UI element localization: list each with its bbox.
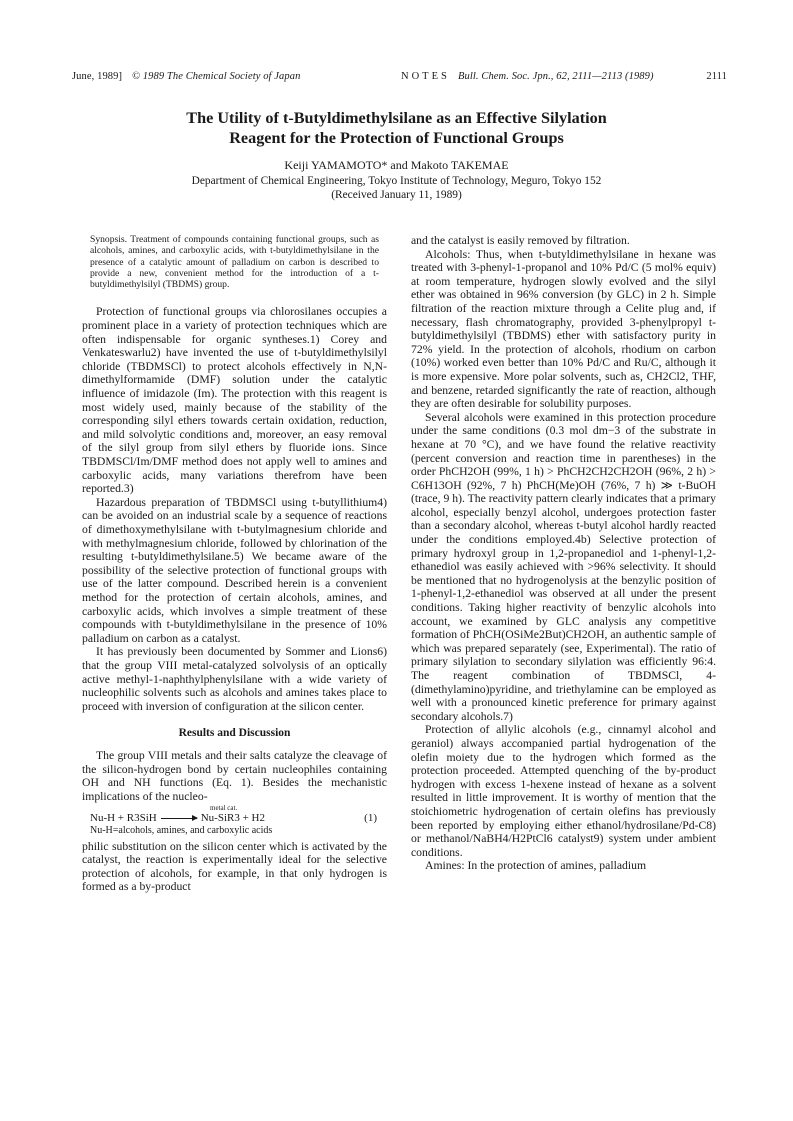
- header-date: June, 1989]: [72, 71, 123, 82]
- results-paragraph: The group VIII metals and their salts catalyze the cleavage of the silicon-hydrogen bond by certain nucleophiles containing OH and NH functions (Eq. 1). Besides the mechanistic implications of the nucleo-: [82, 749, 387, 804]
- left-column: [82, 234, 387, 894]
- equation-right: Nu-SiR3 + H2: [200, 811, 265, 824]
- title-line-1: The Utility of t-Butyldimethylsilane as an Effective Silylation: [186, 109, 607, 127]
- alcohols-paragraph: Alcohols: Thus, when t-butyldimethylsilane in hexane was treated with 3-phenyl-1-propanol and 10% Pd/C (5 mol% equiv) at room temperature, hydrogen slowly evolved and the silyl ether was obtained in 96% conversion (by GLC) in 2 h. Simple filtration of the reaction mixture through a Celite plug and, if necessary, flash chromatography, provided 3-phenylpropyl t-butyldimethylsilyl (TBDMS) ether with satisfactory purity in 72% yield. In the protection of alcohols, rhodium on carbon (10%) worked even better than 10% Pd/C and Ru/C, although it is more expensive. More polar solvents, such as, CH2Cl2, THF, and benzene, retarded significantly the rate of reaction, although they are often desirable for solubility purposes.: [411, 247, 716, 411]
- right-column: [411, 234, 716, 873]
- header-section: NOTES: [401, 71, 450, 82]
- right-paragraph-1: and the catalyst is easily removed by filtration.: [411, 234, 630, 247]
- received-date: (Received January 11, 1989): [331, 189, 462, 201]
- equation-note: Nu-H=alcohols, amines, and carboxylic acids: [90, 824, 273, 836]
- reactivity-paragraph: Several alcohols were examined in this protection procedure under the same conditions (0.3 mol dm−3 of the substrate in hexane at 70 °C), and we have found the relative reactivity (percent conversion and reaction time in parentheses) in the order PhCH2OH (99%, 1 h) > PhCH2CH2CH2OH (96%, 2 h) > C6H13OH (92%, 7 h) PhCH(Me)OH (76%, 7 h) ≫ t-BuOH (trace, 9 h). The reactivity pattern clearly indicates that a primary alcohol, especially benzyl alcohol, undergoes protection faster than a secondary alcohol, whereas t-butyl alcohol hardly reacted under the conditions employed.4b) Selective protection of primary hydroxyl group in 1,2-propanediol and 1-phenyl-1,2-ethanediol was easily achieved with >96% selectivity. It should be mentioned that no hydrogenolysis at the benzylic position of 1-phenyl-1,2-ethanediol was observed at all under the present conditions. Taking higher reactivity of benzylic alcohols into account, we examined by GLC analysis any competitive formation of PhCH(OSiMe2But)CH2OH, an authentic sample of which was prepared separately (see, Experimental). The ratio of primary silylation to secondary silylation was efficiently 96:4. The reagent combination of TBDMSCl, 4-(dimethylamino)pyridine, and triethylamine can be employed as well with a pronounced kinetic preference for primary against secondary alcohols.7): [411, 410, 716, 723]
- equation-catalyst: metal cat.: [210, 803, 238, 812]
- after-equation-paragraph: philic substitution on the silicon center which is activated by the catalyst, the reaction is experimentally ideal for the selective protection of alcohols, for example, in that only hydrogen is formed as a by-product: [82, 839, 387, 894]
- header-page-number: 2111: [706, 71, 727, 82]
- affiliation: Department of Chemical Engineering, Tokyo Institute of Technology, Meguro, Tokyo 152: [191, 175, 602, 187]
- equation-left: Nu-H + R3SiH: [90, 811, 157, 824]
- title-line-2: Reagent for the Protection of Functional Groups: [229, 129, 564, 147]
- synopsis: Synopsis. Treatment of compounds containing functional groups, such as alcohols, amines, and carboxylic acids, with t-butyldimethylsilane in the presence of a catalytic amount of palladium on carbon is described to provide a new, convenient method for the introduction of a t-butyldimethylsilyl (TBDMS) group.: [90, 234, 379, 291]
- equation-number: (1): [364, 811, 377, 824]
- equation-1: [82, 803, 387, 836]
- intro-paragraph-2: Hazardous preparation of TBDMSCl using t-butyllithium4) can be avoided on an industrial scale by a sequence of reactions of dimethoxymethylsilane with t-butylmagnesium chloride and with methylmagnesium chloride, followed by chlorination of the resulting t-butyldimethylsilane.5) We became aware of the possibility of the selective protection of functional groups with use of the latter compound. Described herein is a convenient method for the protection of certain alcohols, amines, and carboxylic acids, which involves a simple treatment of these compounds with t-butyldimethylsilane in the presence of 10% palladium on carbon as a catalyst.: [82, 495, 387, 645]
- header-journal: Bull. Chem. Soc. Jpn., 62, 2111—2113 (1989): [458, 71, 654, 82]
- paper-title: [90, 108, 703, 148]
- allylic-paragraph: Protection of allylic alcohols (e.g., cinnamyl alcohol and geraniol) always accompanied partial hydrogenation of the olefin moiety due to the hydrogen which formed as the protection proceeded. Attempted quenching of the by-product hydrogen with excess 1-hexene instead of hexane as a solvent resulted in little improvement. It is worthy of mention that the stoichiometric hydrogenation of certain olefins has previously been reported by employing either ethanol/hydrosilane/Pd-C8) or methanol/NaBH4/H2PtCl6 catalyst9) system under ambient conditions.: [411, 723, 716, 859]
- authors: Keiji YAMAMOTO* and Makoto TAKEMAE: [284, 158, 509, 172]
- header-society: © 1989 The Chemical Society of Japan: [132, 71, 301, 82]
- equation-body: [90, 812, 265, 824]
- reaction-arrow-icon: [161, 818, 197, 819]
- section-heading: Results and Discussion: [178, 727, 291, 740]
- amines-paragraph: Amines: In the protection of amines, palladium: [425, 859, 647, 873]
- intro-paragraph-3: It has previously been documented by Sommer and Lions6) that the group VIII metal-catalyzed solvolysis of an optically active methyl-1-naphthylphenylsilane with a wide variety of nucleophilic solvents such as alcohols and amines takes place to proceed with inversion of configuration at the silicon center.: [82, 645, 387, 713]
- intro-paragraph-1: Protection of functional groups via chlorosilanes occupies a prominent place in a variety of protection techniques which are often indispensable for organic syntheses.1) Corey and Venkateswarlu2) have invented the use of t-butyldimethylsilyl chloride (TBDMSCl) to protect alcohols effectively in N,N-dimethylformamide (DMF) solution under the catalytic influence of imidazole (Im). The protection with this reagent is most widely used, mainly because of the stability of the corresponding silyl ethers towards certain oxidation, reduction, and mild solvolytic conditions and, moreover, an easy removal of the silyl group from silyl ethers by fluoride ions. Since TBDMSCl/Im/DMF method does not apply well to amines and carboxylic acids, many variations therefrom have been reported.3): [82, 305, 387, 496]
